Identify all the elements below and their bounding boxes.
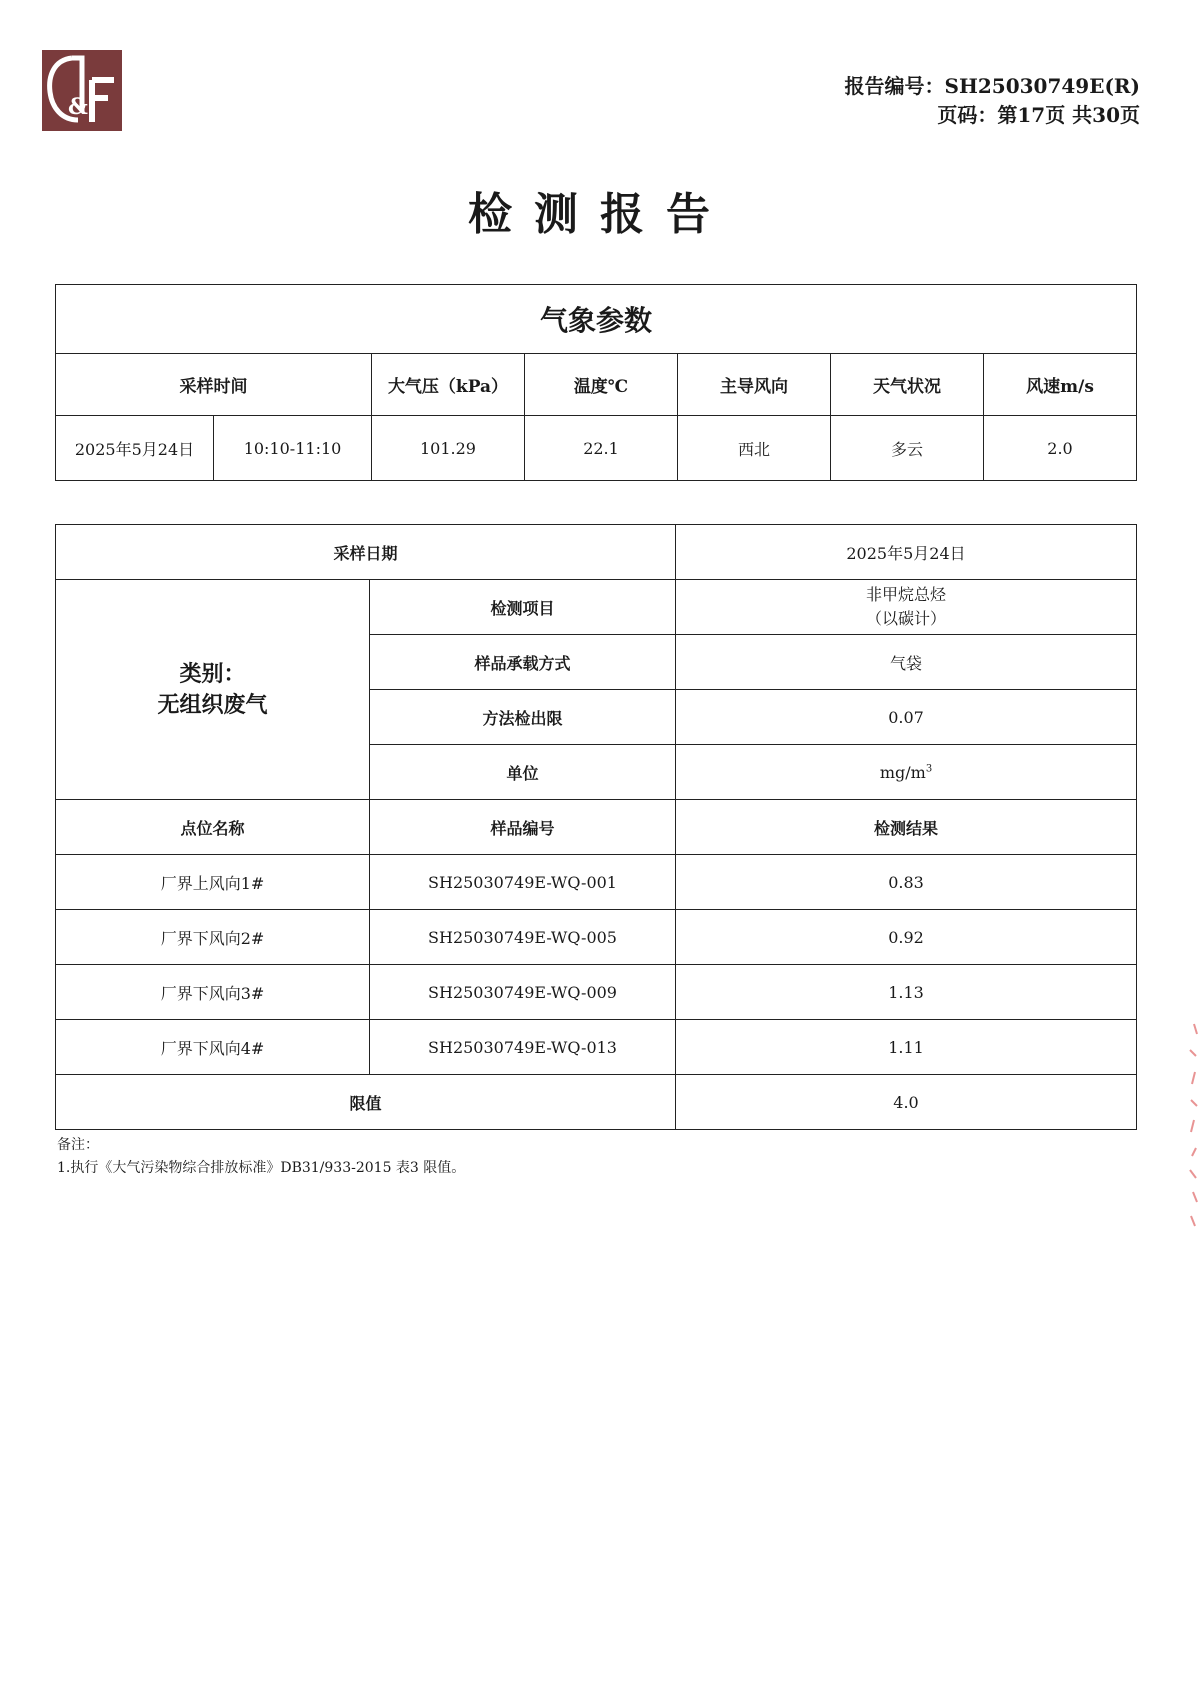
test-item-label: 检测项目 bbox=[370, 580, 676, 635]
test-item-note: （以碳计） bbox=[866, 609, 947, 628]
col-sample-id: 样品编号 bbox=[370, 800, 676, 855]
header-temperature: 温度℃ bbox=[525, 354, 678, 416]
report-number: 报告编号：SH25030749E(R) bbox=[844, 74, 1140, 98]
header-wind-speed: 风速m/s bbox=[984, 354, 1137, 416]
weather-pressure: 101.29 bbox=[372, 416, 525, 481]
header-weather-condition: 天气状况 bbox=[831, 354, 984, 416]
col-point-name: 点位名称 bbox=[56, 800, 370, 855]
test-item-value bbox=[676, 580, 1137, 635]
result-value: 0.92 bbox=[676, 910, 1137, 965]
test-item-name: 非甲烷总烃 bbox=[866, 585, 947, 604]
table-row bbox=[56, 1020, 1137, 1075]
unit-base: mg/m bbox=[879, 762, 926, 782]
point-name: 厂界下风向2# bbox=[56, 910, 370, 965]
notes-line: 1.执行《大气污染物综合排放标准》DB31/933-2015 表3 限值。 bbox=[57, 1160, 466, 1176]
weather-time-range: 10:10-11:10 bbox=[214, 416, 372, 481]
header-sampling-time: 采样时间 bbox=[56, 354, 372, 416]
sample-id: SH25030749E-WQ-009 bbox=[370, 965, 676, 1020]
notes bbox=[57, 1134, 465, 1180]
detection-limit-label: 方法检出限 bbox=[370, 690, 676, 745]
sample-id: SH25030749E-WQ-001 bbox=[370, 855, 676, 910]
table-row bbox=[56, 910, 1137, 965]
result-value: 1.13 bbox=[676, 965, 1137, 1020]
results-table bbox=[55, 524, 1137, 1130]
weather-caption: 气象参数 bbox=[56, 285, 1137, 354]
weather-temperature: 22.1 bbox=[525, 416, 678, 481]
category-label: 类别： bbox=[179, 660, 246, 687]
table-row bbox=[56, 965, 1137, 1020]
notes-label: 备注： bbox=[57, 1137, 99, 1153]
weather-wind-direction: 西北 bbox=[678, 416, 831, 481]
sample-date-value: 2025年5月24日 bbox=[676, 525, 1137, 580]
page-title: 检测报告 bbox=[468, 189, 732, 240]
limit-value: 4.0 bbox=[676, 1075, 1137, 1130]
carrier-value: 气袋 bbox=[676, 635, 1137, 690]
result-value: 1.11 bbox=[676, 1020, 1137, 1075]
weather-wind-speed: 2.0 bbox=[984, 416, 1137, 481]
sample-date-label: 采样日期 bbox=[56, 525, 676, 580]
seal-stamp-edge bbox=[1186, 1020, 1200, 1230]
result-value: 0.83 bbox=[676, 855, 1137, 910]
category-cell bbox=[56, 580, 370, 800]
unit-value bbox=[676, 745, 1137, 800]
weather-date: 2025年5月24日 bbox=[56, 416, 214, 481]
carrier-label: 样品承载方式 bbox=[370, 635, 676, 690]
header-wind-direction: 主导风向 bbox=[678, 354, 831, 416]
point-name: 厂界下风向4# bbox=[56, 1020, 370, 1075]
limit-label: 限值 bbox=[56, 1075, 676, 1130]
unit-exponent: 3 bbox=[925, 763, 933, 775]
header-pressure: 大气压（kPa） bbox=[372, 354, 525, 416]
af-logo-icon bbox=[42, 50, 122, 131]
svg-text:&: & bbox=[68, 94, 88, 120]
table-row bbox=[56, 855, 1137, 910]
weather-table bbox=[55, 284, 1137, 481]
page-number: 页码：第17页 共30页 bbox=[937, 103, 1140, 127]
sample-id: SH25030749E-WQ-005 bbox=[370, 910, 676, 965]
company-logo bbox=[42, 50, 122, 131]
point-name: 厂界下风向3# bbox=[56, 965, 370, 1020]
sample-id: SH25030749E-WQ-013 bbox=[370, 1020, 676, 1075]
report-info bbox=[845, 72, 1140, 130]
weather-condition: 多云 bbox=[831, 416, 984, 481]
col-result: 检测结果 bbox=[676, 800, 1137, 855]
detection-limit-value: 0.07 bbox=[676, 690, 1137, 745]
category-value: 无组织废气 bbox=[157, 691, 268, 718]
point-name: 厂界上风向1# bbox=[56, 855, 370, 910]
unit-label: 单位 bbox=[370, 745, 676, 800]
